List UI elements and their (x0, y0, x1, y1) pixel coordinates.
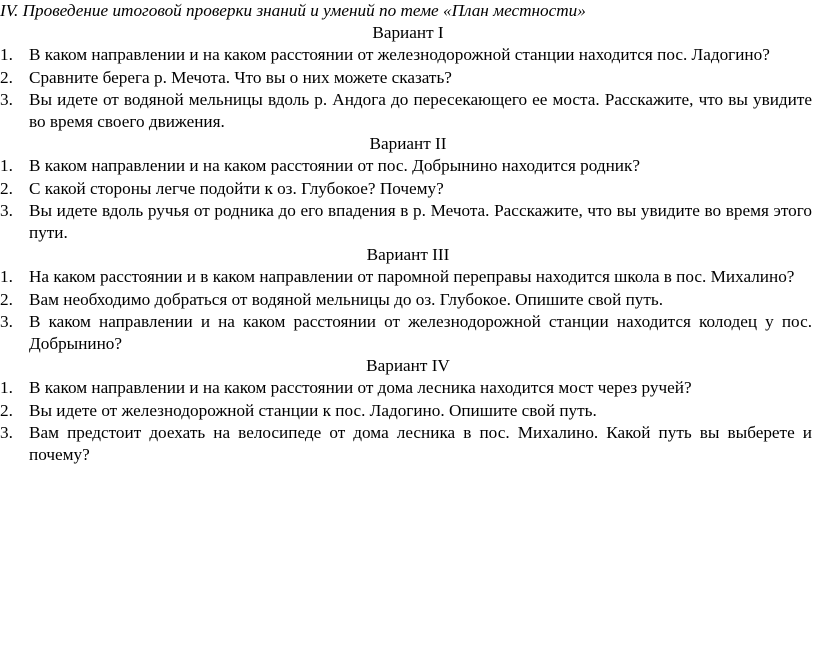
question-number: 2. (0, 289, 13, 309)
question-number: 1. (0, 45, 13, 65)
question-item (0, 155, 816, 177)
question-list (0, 44, 816, 133)
section-heading: IV. Проведение итоговой проверки знаний и умений по теме «План местности» (0, 1, 586, 20)
question-text: В каком направлении и на каком расстоянии от железнодорожной станции находится колодец у пос. Добрынино? (29, 311, 812, 354)
question-number: 3. (0, 311, 13, 331)
question-number: 2. (0, 400, 13, 420)
question-text: Вам предстоит доехать на велосипеде от дома лесника в пос. Михалино. Какой путь вы выберете и почему? (29, 422, 812, 465)
variant-block-1 (0, 22, 816, 133)
question-text: Вы идете от железнодорожной станции к пос. Ладогино. Опишите свой путь. (29, 400, 597, 420)
question-item (0, 422, 816, 466)
question-number: 3. (0, 422, 13, 442)
variant-block-2 (0, 133, 816, 244)
question-number: 2. (0, 67, 13, 87)
variant-block-3 (0, 244, 816, 355)
question-item (0, 200, 816, 244)
question-number: 1. (0, 156, 13, 176)
question-item (0, 89, 816, 133)
question-text: Вам необходимо добраться от водяной мельницы до оз. Глубокое. Опишите свой путь. (29, 289, 664, 309)
question-list (0, 155, 816, 244)
question-number: 1. (0, 378, 13, 398)
question-item (0, 400, 816, 422)
variant-title: Вариант I (372, 23, 444, 43)
variant-title: Вариант III (366, 245, 450, 265)
question-text: На каком расстоянии и в каком направлении от паромной переправы находится школа в пос. Михалино? (29, 267, 795, 287)
question-text: С какой стороны легче подойти к оз. Глубокое? Почему? (29, 178, 444, 198)
question-text: Вы идете вдоль ручья от родника до его впадения в р. Мечота. Расскажите, что вы увидите во время этого пути. (29, 200, 812, 243)
question-number: 3. (0, 89, 13, 109)
question-item (0, 377, 816, 399)
question-text: Сравните берега р. Мечота. Что вы о них можете сказать? (29, 67, 452, 87)
variant-title: Вариант IV (366, 356, 450, 376)
question-list (0, 266, 816, 355)
question-text: В каком направлении и на каком расстоянии от пос. Добрынино находится родник? (29, 156, 640, 176)
question-item (0, 178, 816, 200)
question-item (0, 44, 816, 66)
question-text: В каком направлении и на каком расстоянии от дома лесника находится мост через ручей? (29, 378, 692, 398)
question-item (0, 289, 816, 311)
question-number: 1. (0, 267, 13, 287)
question-number: 2. (0, 178, 13, 198)
variant-title: Вариант II (369, 134, 447, 154)
question-number: 3. (0, 200, 13, 220)
question-text: В каком направлении и на каком расстоянии от железнодорожной станции находится пос. Ладогино? (29, 45, 770, 65)
question-list (0, 377, 816, 466)
question-text: Вы идете от водяной мельницы вдоль р. Андога до пересекающего ее моста. Расскажите, что вы увидите во время своего движения. (29, 89, 812, 132)
question-item (0, 67, 816, 89)
question-item (0, 266, 816, 288)
variant-block-4 (0, 355, 816, 466)
question-item (0, 311, 816, 355)
